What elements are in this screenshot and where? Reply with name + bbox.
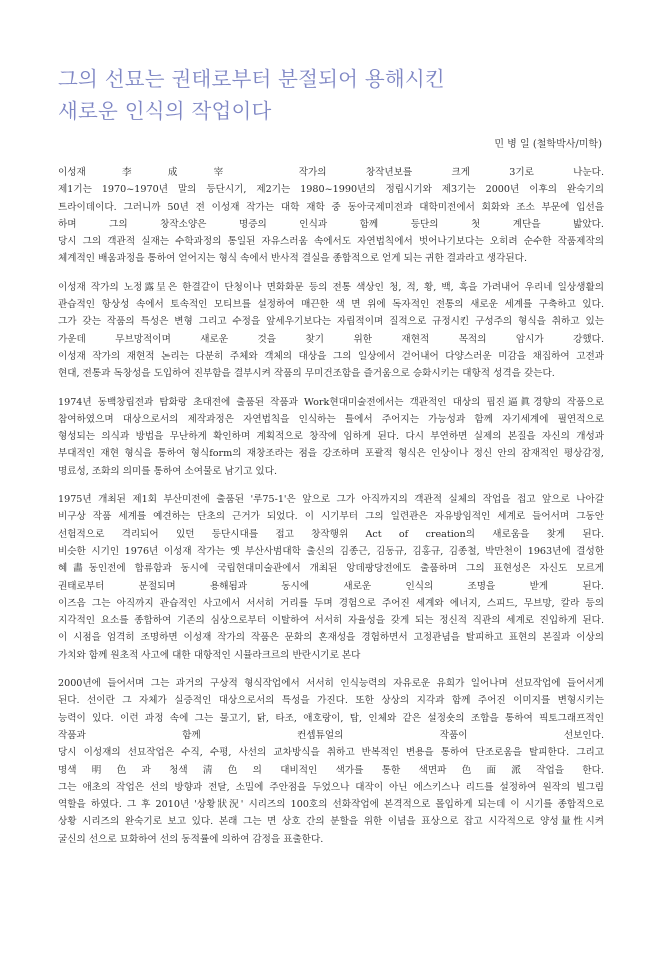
text-line: 지각적인 요소를 종합하여 기존의 심상으로부터 이탈하여 서서히 자율성을 갖게 되는 정신적 직관의 세계로 진입하게 된다. [58, 615, 604, 627]
text-line: 상황 시리즈의 완숙기로 보고 있다. 본래 그는 면 상호 간의 분할을 위한 이념을 표상으로 잡고 시각적으로 양성量性시켜 [58, 816, 604, 828]
text-line: 제1기는 1970~1970년 말의 등단시기, 제2기는 1980~1990년의 정립시기와 제3기는 2000년 이후의 완숙기의 [58, 184, 604, 196]
text-line: 트라이데이다. 그러니까 50년 전 이성재 작가는 대학 재학 중 동아국제미전과 대학미전에서 회화와 조소 부문에 입선을 [58, 201, 604, 213]
text-line: 그가 갖는 작품의 특성은 변형 그리고 수정을 앞세우기보다는 자립적이며 질적으로 규정시킨 구성주의 형식을 취하고 있는 [58, 316, 604, 328]
text-line: 비구상 작품 세계를 예견하는 단초의 근거가 되었다. 이 시기부터 그의 일련관은 자유방임적인 세계로 들어서며 그동안 [58, 511, 604, 523]
text-line: 그는 애초의 작업은 선의 방향과 전달, 소밀에 주안점을 두었으나 대작이 아닌 에스키스나 리드를 설정하여 원작의 빌그림 [58, 781, 604, 793]
text-line: 관습적인 항상성 속에서 토속적인 모티브를 설정하여 매끈한 색 면 위에 독자적인 전통의 새로운 세계를 구축하고 있다. [58, 299, 604, 311]
text-line: 선험적으로 격리되어 있던 등단시대를 접고 창작행위 Act of creation의 새로움을 찾게 된다. [58, 528, 604, 540]
text-line: 형성되는 의식과 방법을 무난하게 확인하며 계획적으로 창작에 임하게 된다. 다시 부연하면 실제의 본질을 자신의 개성과 [58, 431, 604, 443]
paragraph [58, 394, 604, 480]
text-line: 가운데 무브망적이며 새로운 것을 찾기 위한 재현적 목적의 암시가 강했다. [58, 333, 604, 345]
text-line: 이 시점을 엄격히 조명하면 이성재 작가의 작품은 문화의 혼재성을 경험하면서 고정관념을 탈피하고 표현의 본질과 이상의 [58, 632, 604, 644]
text-line: 1975년 개최된 제1회 부산미전에 출품된 '루75-1'은 앞으로 그가 아직까지의 객관적 실체의 작업을 접고 앞으로 나아갈 [58, 494, 604, 506]
paragraph [58, 164, 604, 268]
text-line: 이성재 작가의 재현적 논리는 다분히 주체와 객체의 대상을 그의 일상에서 걷어내어 다양스러운 미감을 채집하여 고전과 [58, 350, 604, 362]
article-title [58, 63, 618, 127]
text-line: 현대, 전통과 독창성을 도입하여 진부함을 결부시켜 작품의 무미건조함을 즐거움으로 승화시키는 대항적 성격을 갖는다. [58, 368, 555, 380]
text-line: 참여하였으며 대상으로서의 제작과정은 자연법칙을 인식하는 틀에서 주어지는 가능성과 함께 자기세계에 필연적으로 [58, 413, 604, 425]
text-line: 1974년 동백창립전과 탐화랑 초대전에 출품된 작품과 Work현대미술전에서는 객관적인 대상의 핍진逼眞경향의 작품으로 [58, 396, 604, 408]
text-line: 혜畵동인전에 합류함과 동시에 국립현대미술관에서 개최된 앙데팡당전에도 출품하며 그의 표현성은 자신도 모르게 [58, 563, 604, 575]
text-line: 가치와 함께 원초적 사고에 대한 대항적인 시뮬라크르의 반란시기로 본다 [58, 649, 361, 661]
text-line: 체계적인 배움과정을 통하여 얻어지는 형식 속에서 반사적 결실을 종합적으로 얻게 되는 귀한 결과라고 생각된다. [58, 253, 528, 265]
text-line: 이성재李成宰 작가의 창작년보를 크게 3기로 나눈다. [58, 167, 604, 178]
text-line: 하며 그의 창작소양은 명증의 인식과 함께 등단의 첫 계단을 밟았다. [58, 218, 604, 230]
text-line: 이성재 작가의 노정露呈은 한결같이 단청이나 면화화문 등의 전통 색상인 청, 적, 황, 백, 흑을 가려내어 우리네 일상생활의 [58, 281, 604, 293]
text-line: 당시 그의 객관적 실재는 수학과정의 통일된 자유스러움 속에서도 자연법칙에서 벗어나기보다는 오히려 순수한 작품제작의 [58, 236, 604, 248]
text-line: 비슷한 시기인 1976년 이성재 작가는 옛 부산사범대학 출신의 김종근, 김동규, 김홍규, 김종철, 박만천이 1963년에 결성한 [58, 545, 604, 557]
paragraph [58, 675, 604, 848]
paragraph [58, 279, 604, 383]
author-byline: 민 병 일 (철학박사/미학) [494, 139, 602, 150]
text-line: 당시 이성재의 선묘작업은 수직, 수평, 사선의 교차방식을 취하고 반복적인 변용을 통하여 단조로움을 탈피한다. 그리고 [58, 747, 604, 759]
article-body [58, 164, 604, 859]
text-line: 능력이 있다. 이런 과정 속에 그는 물고기, 닭, 타조, 애호랑이, 탑, 인체와 같은 설정숏의 조합을 통하여 픽토그래프적인 [58, 712, 604, 724]
title-line-2: 새로운 인식의 작업이다 [58, 99, 272, 123]
text-line: 작품과 함께 컨셉튜얼의 작품이 선보인다. [58, 729, 604, 741]
text-line: 명색明色과 청색淸色의 대비적인 색가를 통한 색면파色面派작업을 한다. [58, 764, 604, 776]
text-line: 굴신의 선으로 묘화하여 선의 동적률에 의하여 감정을 표출한다. [58, 833, 324, 845]
title-line-1: 그의 선묘는 권태로부터 분절되어 용해시킨 [58, 67, 445, 91]
text-line: 이즈음 그는 아직까지 관습적인 사고에서 서서히 거리를 두며 경험으로 주어진 세계와 에너지, 스피드, 무브망, 칼라 등의 [58, 597, 604, 609]
text-line: 부대적인 재현 형식을 통하여 형식form의 재창조라는 점을 강조하며 포괄적 형식은 인상이나 정신 안의 잠재적인 평상감정, [58, 448, 604, 460]
text-line: 권태로부터 분절되며 용해됨과 동시에 새로운 인식의 조명을 받게 된다. [58, 580, 604, 592]
text-line: 역할을 하였다. 그 후 2010년 '상황狀況' 시리즈의 100호의 선화작업에 본격적으로 몰입하게 되는데 이 시기를 종합적으로 [58, 799, 604, 811]
text-line: 명료성, 조화의 의미를 통하여 소여물로 남기고 있다. [58, 465, 278, 477]
paragraph [58, 491, 604, 664]
text-line: 된다. 선이란 그 자체가 실증적인 대상으로서의 특성을 가진다. 또한 상상의 지각과 함께 주어진 이미지를 변형시키는 [58, 695, 604, 707]
text-line: 2000년에 들어서며 그는 과거의 구상적 형식작업에서 서서히 인식능력의 자유로운 유희가 일어나며 선묘작업에 들어서게 [58, 678, 604, 690]
